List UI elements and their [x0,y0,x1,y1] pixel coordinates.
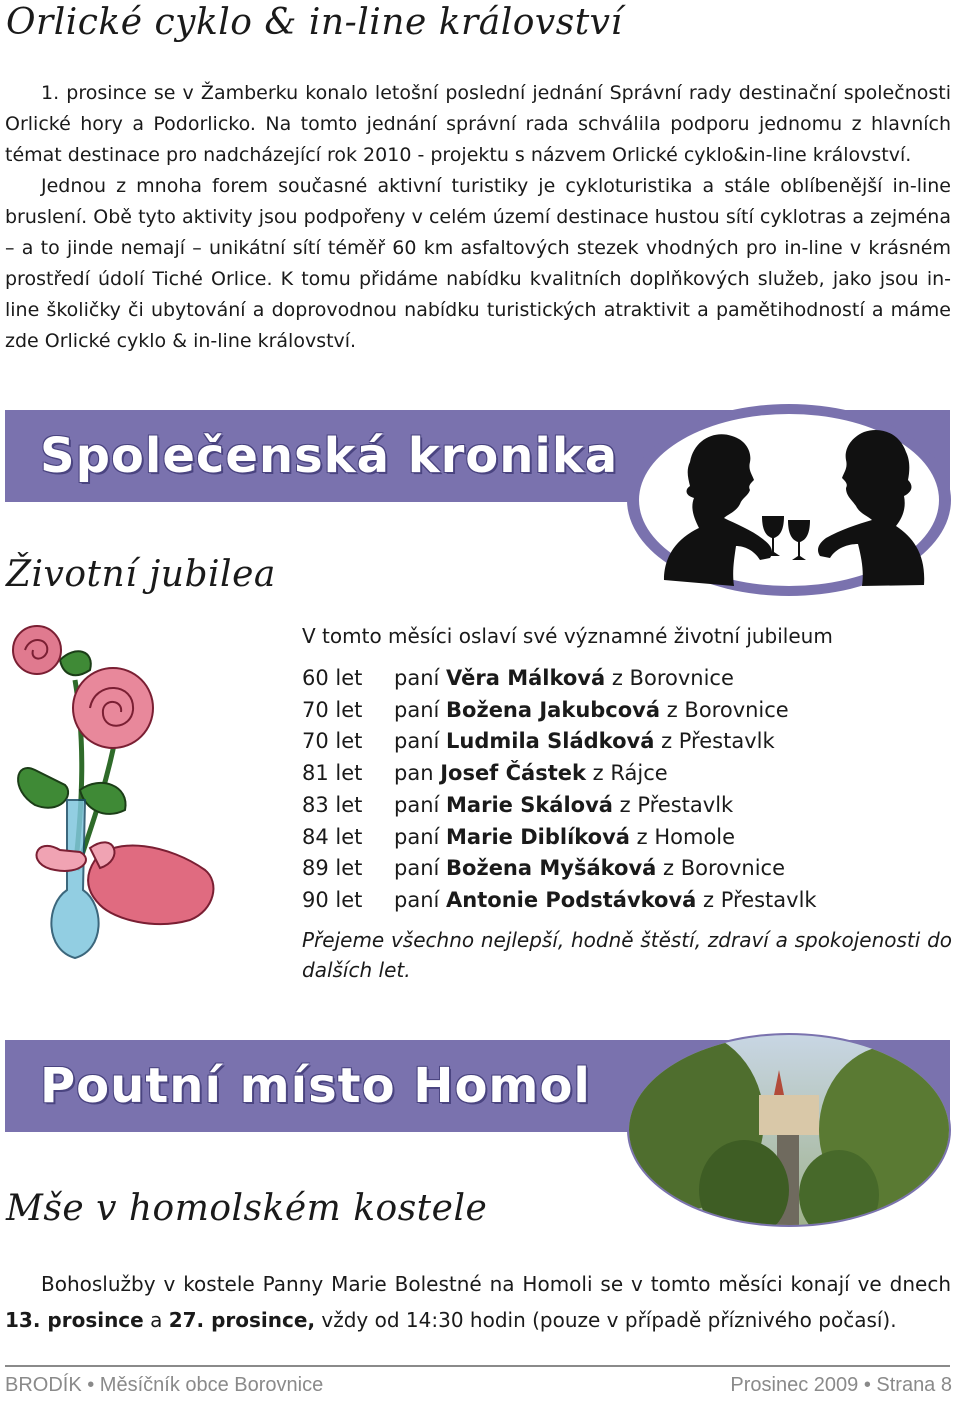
jubilea-place: z Borovnice [666,697,789,722]
jubilea-age: 83 let [302,792,363,817]
jubilea-title: paní [394,887,440,912]
kronika-banner-title: Společenská kronika [40,428,619,484]
article-body [5,78,951,357]
jubilea-title: paní [394,666,440,690]
footer-left: BRODÍK • Měsíčník obce Borovnice [5,1374,324,1396]
poutni-text-start: Bohoslužby v kostele Panny Marie Bolestné na Homoli se v tomto měsíci konají ve dnech [41,1272,951,1296]
jubilea-place: z Přestavlk [661,729,775,754]
article-title: Orlické cyklo & in-line království [6,2,623,43]
jubilea-place: z Přestavlk [703,887,817,912]
jubilea-title: pan [394,761,434,786]
jubilea-title: paní [394,792,440,817]
poutni-text-end: vždy od 14:30 hodin (pouze v případě příznivého počasí). [321,1308,897,1332]
leaf-2 [80,783,126,814]
jubilea-age: 89 let [302,856,363,881]
jubilea-age: 60 let [302,666,363,690]
rose-main [73,668,153,748]
leaf-1 [18,768,68,808]
jubilea-age: 70 let [302,697,363,722]
footer-rule [5,1365,950,1367]
jubilea-name: Věra Málková [446,666,606,690]
jubilea-name: Ludmila Sládková [446,729,655,754]
jubilea-name: Marie Diblíková [446,824,630,849]
rose-illustration [5,620,215,965]
jubilea-place: z Homole [636,824,736,849]
jubilea-row [302,726,775,756]
jubilea-place: z Rájce [592,761,668,786]
jubilea-place: z Borovnice [611,666,734,690]
leaf-3 [60,651,91,675]
jubilea-title: paní [394,729,440,754]
jubilea-row [302,853,785,883]
jubilea-age: 70 let [302,729,363,754]
article-paragraph-1: 1. prosince se v Žamberku konalo letošní poslední jednání Správní rady destinační společnosti Orlické hory a Podorlicko. Na tomto jednání správní rada schválila podporu jednomu z hlavních témat destinace pro nadcházející rok 2010 - projektu s názvem Orlické cyklo&in-line království. [5,82,951,166]
poutni-banner-title: Poutní místo Homol [40,1058,591,1114]
jubilea-age: 81 let [302,761,363,786]
jubilea-row [302,822,735,852]
jubilea-name: Marie Skálová [446,792,613,817]
jubilea-place: z Přestavlk [619,792,734,817]
footer-right: Prosinec 2009 • Strana 8 [730,1374,952,1396]
toast-illustration [624,400,954,600]
jubilea-age: 90 let [302,887,363,912]
poutni-paragraph [5,1266,951,1338]
jubilea-age: 84 let [302,824,363,849]
jubilea-row [302,790,733,820]
jubilea-name: Antonie Podstávková [446,887,697,912]
poutni-date-1: 13. prosince [5,1308,144,1332]
kronika-subtitle: Životní jubilea [6,554,276,595]
poutni-date-2: 27. prosince, [168,1308,316,1332]
jubilea-title: paní [394,824,440,849]
jubilea-row [302,663,734,693]
rose-top [13,626,61,674]
jubilea-place: z Borovnice [663,856,786,881]
jubilea-name: Božena Myšáková [446,856,657,881]
church-building [759,1095,819,1135]
jubilea-wish: Přejeme všechno nejlepší, hodně štěstí, zdraví a spokojenosti do dalších let. [302,928,952,982]
jubilea-title: paní [394,697,440,722]
homol-photo [624,1030,954,1230]
poutni-subtitle: Mše v homolském kostele [6,1188,488,1229]
jubilea-row [302,695,789,725]
poutni-and: a [150,1308,163,1332]
article-paragraph-2: Jednou z mnoha forem současné aktivní turistiky je cykloturistika a stále oblíbenější in-line bruslení. Obě tyto aktivity jsou podpořeny v celém území destinace hustou sítí cyklotras a zejména – a to jinde nemají – unikátní sítí téměř 60 km asfaltových stezek vhodných pro in-line v krásném prostředí údolí Tiché Orlice. K tomu přidáme nabídku kvalitních doplňkových služeb, jako jsou in-line školičky či ubytování a doprovodnou nabídku turistických atraktivit a pamětihodností a máme zde Orlické cyklo & in-line království. [5,175,951,352]
jubilea-intro: V tomto měsíci oslaví své významné životní jubileum [302,624,833,648]
jubilea-row [302,758,668,788]
jubilea-title: paní [394,856,440,881]
jubilea-row [302,885,817,915]
jubilea-name: Božena Jakubcová [446,697,661,722]
jubilea-name: Josef Částek [440,761,586,786]
